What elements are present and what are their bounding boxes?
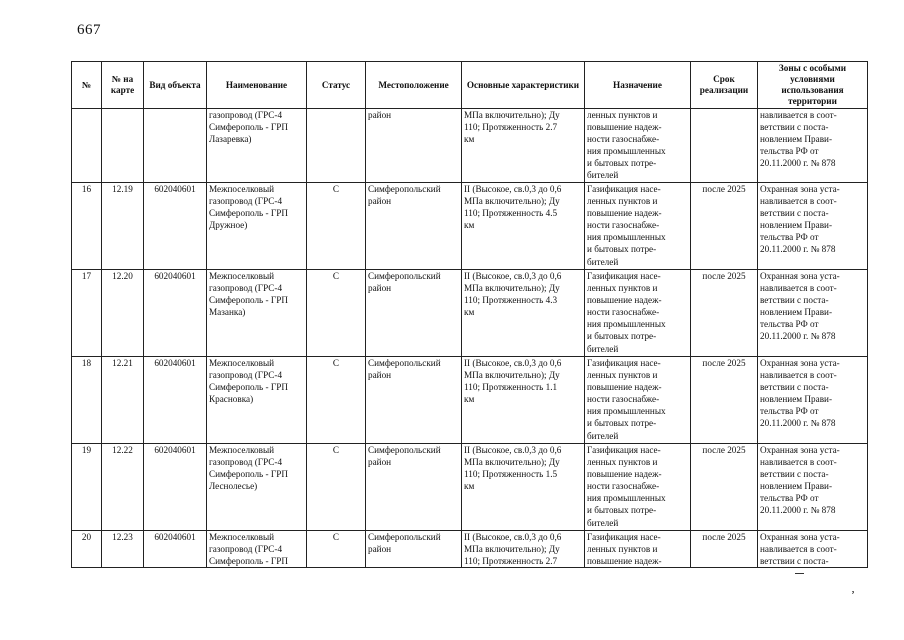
cell-line: II (Высокое, св.0,3 до 0,6 [464,532,562,542]
cell-line: Лазаревка) [209,134,252,145]
cell-line: район [368,283,392,294]
cell-number: 17 [72,270,102,357]
cell-line: Охранная зона уста- [760,358,840,368]
cell-line: новлением Прави- [760,134,833,145]
header-object-type: Вид объекта [144,62,207,109]
cell-purpose [585,531,691,568]
cell-line: II (Высокое, св.0,3 до 0,6 [464,358,562,368]
cell-line: МПа включительно); Ду [464,283,560,294]
cell-line: Симферопольский [368,532,441,542]
cell-number [72,109,102,183]
cell-term: после 2025 [691,531,758,568]
cell-line: Межпоселковый [209,184,275,194]
cell-line: повышение надеж- [587,556,662,567]
cell-map-number: 12.22 [102,444,144,531]
cell-status: С [307,531,366,568]
cell-line: навливается в соот- [760,110,837,120]
cell-number: 16 [72,183,102,270]
cell-line: бителей [587,170,619,181]
cell-characteristics [462,270,585,357]
cell-line: Симферопольский [368,184,441,194]
cell-object-type [144,109,207,183]
page-number: 667 [77,22,101,38]
cell-line: повышение надеж- [587,208,662,219]
cell-status [307,109,366,183]
cell-line: Газификация насе- [587,184,661,194]
cell-line: II (Высокое, св.0,3 до 0,6 [464,184,562,194]
cell-line: км [464,307,475,318]
cell-line: 20.11.2000 г. № 878 [760,158,836,169]
cell-line: тельства РФ от [760,493,819,504]
cell-line: бителей [587,343,619,354]
cell-purpose [585,270,691,357]
cell-line: ния промышленных [587,319,666,330]
cell-line: Межпоселковый [209,271,275,281]
cell-line: ния промышленных [587,493,666,504]
cell-line: и бытовых потре- [587,331,657,342]
cell-line: ветствии с поста- [760,469,829,480]
cell-status: С [307,270,366,357]
cell-line: Симферополь - ГРП [209,382,288,393]
table-row [72,183,868,270]
cell-line: навливается в соот- [760,370,837,381]
cell-line: повышение надеж- [587,382,662,393]
cell-line: 110; Протяженность 4.3 [464,295,558,306]
cell-line: и бытовых потре- [587,244,657,255]
bottom-dash [795,573,804,574]
cell-line: Симферополь - ГРП [209,469,288,480]
cell-line: повышение надеж- [587,469,662,480]
cell-line: ности газоснабже- [587,481,660,492]
cell-line: газопровод (ГРС-4 [209,544,283,555]
cell-name [207,357,307,444]
table-row [72,531,868,568]
cell-line: км [464,134,475,145]
cell-line: МПа включительно); Ду [464,544,560,555]
cell-line: Леснолесье) [209,481,258,492]
cell-map-number: 12.19 [102,183,144,270]
cell-status: С [307,444,366,531]
cell-line: район [368,196,392,207]
side-mark: ʼ [851,588,855,602]
cell-location [366,531,462,568]
cell-purpose [585,109,691,183]
cell-line: Мазанка) [209,307,246,318]
cell-line: Межпоселковый [209,532,275,542]
cell-line: МПа включительно); Ду [464,196,560,207]
cell-name [207,444,307,531]
cell-line: км [464,481,475,492]
cell-term: после 2025 [691,183,758,270]
cell-line: новлением Прави- [760,394,833,405]
cell-line: Межпоселковый [209,358,275,368]
cell-line: ности газоснабже- [587,134,660,145]
cell-location [366,109,462,183]
cell-status: С [307,357,366,444]
cell-name [207,531,307,568]
header-status: Статус [307,62,366,109]
cell-line: бителей [587,430,619,441]
cell-line: и бытовых потре- [587,158,657,169]
cell-map-number: 12.20 [102,270,144,357]
cell-line: 110; Протяженность 1.5 [464,469,558,480]
cell-line: ния промышленных [587,232,666,243]
cell-line: ния промышленных [587,406,666,417]
cell-line: ности газоснабже- [587,394,660,405]
header-map-number: № на карте [102,62,144,109]
cell-line: км [464,220,475,231]
cell-zones [758,270,868,357]
cell-line: км [464,394,475,405]
cell-zones [758,531,868,568]
continuation-row [72,109,868,183]
cell-line: МПа включительно); Ду [464,457,560,468]
cell-line: район [368,370,392,381]
cell-line: тельства РФ от [760,319,819,330]
cell-line: район [368,110,392,120]
cell-number: 19 [72,444,102,531]
header-term: Срок реализации [691,62,758,109]
cell-location [366,444,462,531]
cell-line: Газификация насе- [587,358,661,368]
cell-line: газопровод (ГРС-4 [209,370,283,381]
table-row [72,444,868,531]
header-name: Наименование [207,62,307,109]
cell-line: ветствии с поста- [760,556,829,567]
cell-zones [758,444,868,531]
cell-line: ности газоснабже- [587,220,660,231]
cell-line: ленных пунктов и [587,110,658,120]
cell-line: ности газоснабже- [587,307,660,318]
cell-characteristics [462,109,585,183]
cell-line: тельства РФ от [760,232,819,243]
cell-term: после 2025 [691,357,758,444]
cell-object-type: 602040601 [144,531,207,568]
header-characteristics: Основные характеристики [462,62,585,109]
cell-line: ветствии с постa- [760,122,829,133]
header-purpose: Назначение [585,62,691,109]
cell-line: Охранная зона уста- [760,532,840,542]
cell-line: газопровод (ГРС-4 [209,457,283,468]
cell-line: газопровод (ГРС-4 [209,110,283,120]
table-header-row [72,62,868,109]
cell-line: новлением Прави- [760,220,833,231]
cell-object-type: 602040601 [144,357,207,444]
cell-line: Охранная зона уста- [760,184,840,194]
cell-line: повышение надеж- [587,122,662,133]
cell-line: МПа включительно); Ду [464,110,560,120]
cell-line: ветствии с поста- [760,208,829,219]
cell-line: навливается в соот- [760,544,837,555]
cell-location [366,357,462,444]
cell-line: Симферополь - ГРП [209,295,288,306]
cell-line: Межпоселковый [209,445,275,455]
cell-map-number: 12.23 [102,531,144,568]
cell-term [691,109,758,183]
cell-line: 110; Протяженность 2.7 [464,122,558,133]
cell-line: газопровод (ГРС-4 [209,283,283,294]
cell-zones [758,357,868,444]
cell-line: ленных пунктов и [587,370,658,381]
cell-line: тельства РФ от [760,146,819,157]
cell-object-type: 602040601 [144,183,207,270]
cell-line: Симферополь - ГРП [209,208,288,219]
cell-characteristics [462,357,585,444]
cell-line: навливается в соот- [760,196,837,207]
cell-line: 20.11.2000 г. № 878 [760,505,836,516]
cell-line: ветствии с поста- [760,382,829,393]
cell-line: 110; Протяженность 1.1 [464,382,558,393]
cell-line: 20.11.2000 г. № 878 [760,418,836,429]
cell-line: Симферопольский [368,358,441,368]
cell-location [366,270,462,357]
header-location: Местоположение [366,62,462,109]
cell-line: район [368,544,392,555]
cell-line: повышение надеж- [587,295,662,306]
cell-line: бителей [587,517,619,528]
cell-line: Газификация насе- [587,532,661,542]
table-row [72,270,868,357]
cell-line: газопровод (ГРС-4 [209,196,283,207]
cell-line: Охранная зона уста- [760,445,840,455]
cell-purpose [585,444,691,531]
cell-zones [758,109,868,183]
cell-purpose [585,357,691,444]
cell-number: 18 [72,357,102,444]
cell-line: навливается в соот- [760,457,837,468]
cell-name [207,270,307,357]
cell-characteristics [462,531,585,568]
cell-line: ленных пунктов и [587,283,658,294]
cell-line: 20.11.2000 г. № 878 [760,244,836,255]
header-number: № [72,62,102,109]
cell-characteristics [462,183,585,270]
cell-line: новлением Прави- [760,307,833,318]
cell-line: Дружное) [209,220,248,231]
cell-line: Газификация насе- [587,445,661,455]
cell-line: 20.11.2000 г. № 878 [760,331,836,342]
cell-line: и бытовых потре- [587,505,657,516]
cell-line: тельства РФ от [760,406,819,417]
cell-line: бителей [587,256,619,267]
cell-line: Симферопольский [368,271,441,281]
cell-zones [758,183,868,270]
cell-line: II (Высокое, св.0,3 до 0,6 [464,271,562,281]
cell-status: С [307,183,366,270]
cell-name [207,183,307,270]
cell-characteristics [462,444,585,531]
cell-object-type: 602040601 [144,270,207,357]
cell-location [366,183,462,270]
cell-number: 20 [72,531,102,568]
cell-line: ленных пунктов и [587,544,658,555]
cell-line: и бытовых потре- [587,418,657,429]
cell-line: ленных пунктов и [587,196,658,207]
cell-map-number: 12.21 [102,357,144,444]
cell-line: Красновка) [209,394,254,405]
cell-line: ния промышленных [587,146,666,157]
cell-object-type: 602040601 [144,444,207,531]
cell-line: ленных пунктов и [587,457,658,468]
cell-purpose [585,183,691,270]
cell-name [207,109,307,183]
header-zones: Зоны с особыми условиями использования территории [758,62,868,109]
cell-line: Симферополь - ГРП [209,122,288,133]
cell-term: после 2025 [691,270,758,357]
cell-line: Симферопольский [368,445,441,455]
cell-line: 110; Протяженность 2.7 [464,556,558,567]
table-row [72,357,868,444]
cell-line: новлением Прави- [760,481,833,492]
cell-line: навливается в соот- [760,283,837,294]
cell-line: Газификация насе- [587,271,661,281]
registry-table [71,61,868,568]
cell-map-number [102,109,144,183]
cell-line: Охранная зона уста- [760,271,840,281]
cell-line: II (Высокое, св.0,3 до 0,6 [464,445,562,455]
cell-line: МПа включительно); Ду [464,370,560,381]
cell-line: Симферополь - ГРП [209,556,288,567]
cell-line: 110; Протяженность 4.5 [464,208,558,219]
cell-line: ветствии с поста- [760,295,829,306]
cell-term: после 2025 [691,444,758,531]
cell-line: район [368,457,392,468]
